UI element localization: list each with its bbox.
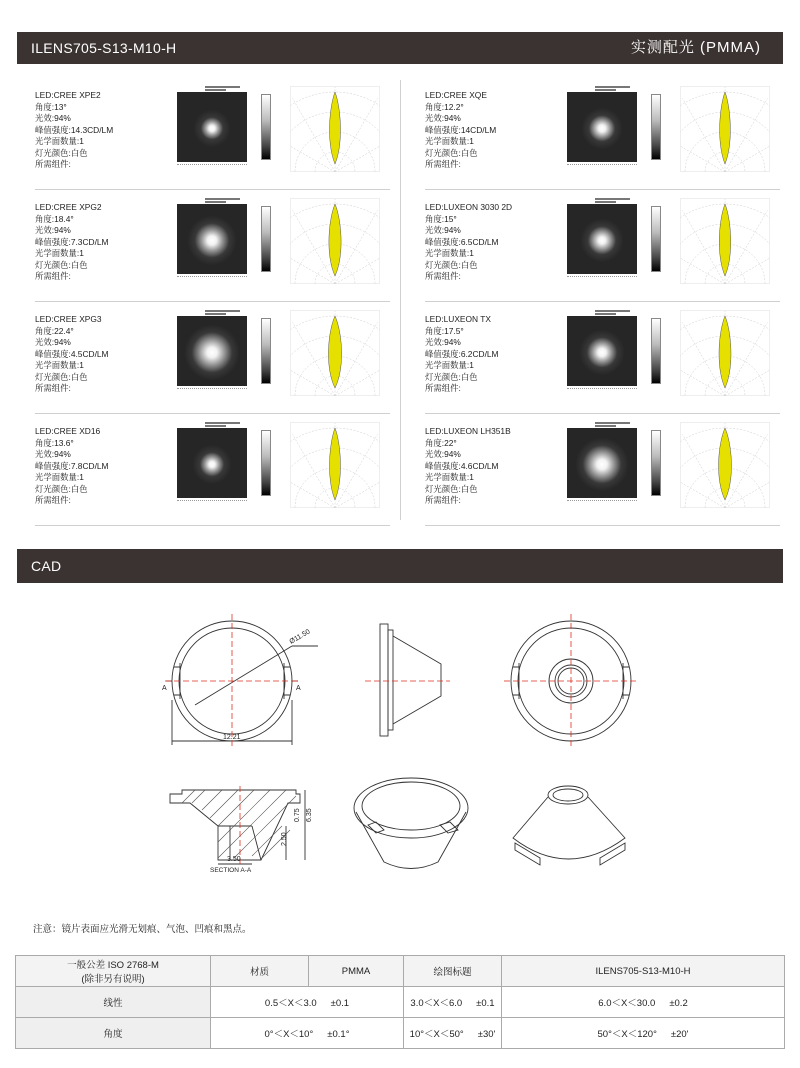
- polar-distribution-plot: [680, 86, 770, 172]
- material-value: PMMA: [309, 956, 404, 987]
- polar-spoke: [290, 130, 335, 173]
- spec-parts: 所需组件:: [35, 383, 71, 393]
- spec-peak: 峰值强度:14CD/LM: [425, 124, 497, 135]
- dim-width: 12.21: [223, 734, 241, 741]
- model-title: ILENS705-S13-M10-H: [31, 40, 177, 56]
- spec-efficiency: 光效:94%: [425, 449, 461, 459]
- polar-spoke: [725, 354, 770, 397]
- color-scale-bar: [261, 430, 271, 496]
- heatmap-axis: [177, 500, 247, 503]
- range-text: 0.5＜X＜3.0: [264, 998, 317, 1009]
- linear-label: 线性: [16, 987, 211, 1018]
- beam-profile: [720, 92, 731, 164]
- polar-spoke: [290, 466, 335, 509]
- illuminance-heatmap: [177, 316, 247, 386]
- angle-label: 角度: [16, 1018, 211, 1049]
- polar-spoke: [725, 466, 770, 509]
- general-tolerance-sub: (除非另有说明): [81, 974, 145, 985]
- spec-angle: 角度:12.2°: [425, 101, 464, 112]
- spec-parts: 所需组件:: [35, 159, 71, 169]
- spec-peak: 峰值强度:7.3CD/LM: [35, 236, 109, 247]
- spec-efficiency: 光效:94%: [425, 225, 461, 235]
- tolerance-text: ±0.1: [330, 998, 350, 1009]
- polar-spoke: [683, 210, 726, 284]
- spec-list: [35, 90, 113, 171]
- table-row: [16, 987, 785, 1018]
- cad-drawings: [0, 596, 800, 896]
- spec-led: LED:LUXEON TX: [425, 314, 491, 324]
- drawing-label: 绘图标题: [404, 956, 502, 987]
- linear-cell-2: [404, 987, 502, 1018]
- polar-spoke: [293, 98, 336, 172]
- spec-angle: 角度:13.6°: [35, 437, 74, 448]
- spec-parts: 所需组件:: [35, 271, 71, 281]
- spec-parts: 所需组件:: [425, 383, 461, 393]
- polar-spoke: [680, 466, 725, 509]
- spec-peak: 峰值强度:4.5CD/LM: [35, 348, 109, 359]
- polar-spoke: [335, 466, 380, 509]
- polar-spoke: [725, 242, 770, 285]
- photometry-cell: [35, 416, 390, 526]
- spec-parts: 所需组件:: [35, 495, 71, 505]
- color-scale-bar: [651, 206, 661, 272]
- heatmap-title: [205, 86, 240, 89]
- heatmap-axis: [177, 164, 247, 167]
- tolerance-text: ±0.1: [476, 998, 495, 1009]
- color-scale-bar: [261, 94, 271, 160]
- polar-spoke: [335, 354, 380, 397]
- table-row: [16, 956, 785, 987]
- spec-color: 灯光颜色:白色: [35, 259, 88, 270]
- illuminance-heatmap: [567, 428, 637, 498]
- column-divider: [400, 80, 401, 520]
- polar-distribution-plot: [290, 198, 380, 284]
- polar-spoke: [335, 130, 380, 173]
- spec-list: [35, 202, 109, 283]
- spec-color: 灯光颜色:白色: [425, 371, 478, 382]
- range-text: 10°＜X＜50°: [409, 1029, 464, 1040]
- spec-efficiency: 光效:94%: [35, 449, 71, 459]
- photometry-cell: [425, 192, 780, 302]
- spec-optics: 光学面数量:1: [35, 136, 84, 146]
- cad-bar: [17, 549, 783, 583]
- section-marker-left: A: [162, 685, 167, 692]
- polar-spoke: [725, 130, 770, 173]
- photometry-cell: [35, 192, 390, 302]
- polar-distribution-plot: [290, 86, 380, 172]
- polar-distribution-plot: [290, 310, 380, 396]
- spec-led: LED:CREE XPG2: [35, 202, 102, 212]
- spec-optics: 光学面数量:1: [425, 472, 474, 482]
- tolerance-text: ±30': [477, 1029, 496, 1040]
- spec-list: [425, 90, 496, 171]
- range-text: 3.0＜X＜6.0: [410, 998, 463, 1009]
- spec-angle: 角度:13°: [35, 101, 67, 112]
- iso-view-bottom-drawing: [513, 786, 625, 865]
- spec-efficiency: 光效:94%: [35, 113, 71, 123]
- spec-efficiency: 光效:94%: [35, 225, 71, 235]
- heatmap-title: [595, 86, 630, 89]
- dim-635: 6.35: [306, 808, 313, 822]
- illuminance-heatmap: [567, 92, 637, 162]
- general-tolerance: 一般公差 ISO 2768-M: [67, 960, 159, 971]
- spec-angle: 角度:22.4°: [35, 325, 74, 336]
- photometry-cell: [425, 416, 780, 526]
- range-text: 6.0＜X＜30.0: [598, 998, 656, 1009]
- color-scale-bar: [261, 318, 271, 384]
- spec-optics: 光学面数量:1: [35, 360, 84, 370]
- linear-cell-3: [502, 987, 785, 1018]
- spec-color: 灯光颜色:白色: [425, 147, 478, 158]
- spec-peak: 峰值强度:7.8CD/LM: [35, 460, 109, 471]
- spec-led: LED:CREE XQE: [425, 90, 487, 100]
- polar-spoke: [335, 434, 378, 508]
- spec-parts: 所需组件:: [425, 495, 461, 505]
- polar-spoke: [335, 98, 378, 172]
- angle-cell-1: [211, 1018, 404, 1049]
- polar-spoke: [725, 210, 768, 284]
- heatmap-title: [595, 310, 630, 313]
- spec-led: LED:LUXEON LH351B: [425, 426, 511, 436]
- illuminance-heatmap: [177, 428, 247, 498]
- polar-spoke: [680, 242, 725, 285]
- polar-spoke: [290, 354, 335, 397]
- beam-profile: [328, 316, 341, 388]
- spec-led: LED:CREE XPG3: [35, 314, 102, 324]
- spec-list: [425, 426, 511, 507]
- polar-distribution-plot: [290, 422, 380, 508]
- surface-note: 注意：镜片表面应光滑无划痕、气泡、凹痕和黑点。: [33, 924, 252, 935]
- illuminance-heatmap: [177, 92, 247, 162]
- beam-profile: [330, 92, 341, 164]
- beam-profile: [719, 316, 731, 388]
- polar-spoke: [725, 98, 768, 172]
- illuminance-heatmap: [177, 204, 247, 274]
- beam-profile: [719, 428, 732, 500]
- spec-optics: 光学面数量:1: [425, 248, 474, 258]
- polar-spoke: [335, 242, 380, 285]
- spec-optics: 光学面数量:1: [35, 472, 84, 482]
- spec-peak: 峰值强度:4.6CD/LM: [425, 460, 499, 471]
- spec-angle: 角度:17.5°: [425, 325, 464, 336]
- spec-efficiency: 光效:94%: [425, 113, 461, 123]
- linear-cell-1: [211, 987, 404, 1018]
- color-scale-bar: [261, 206, 271, 272]
- spec-optics: 光学面数量:1: [425, 136, 474, 146]
- polar-spoke: [290, 242, 335, 285]
- general-tolerance-cell: [16, 956, 211, 987]
- dim-075: 0.75: [294, 808, 301, 822]
- polar-spoke: [683, 322, 726, 396]
- dim-250: 2.50: [281, 832, 288, 846]
- color-scale-bar: [651, 430, 661, 496]
- range-text: 50°＜X＜120°: [597, 1029, 657, 1040]
- dim-350: 3.50: [227, 856, 241, 863]
- spec-angle: 角度:15°: [425, 213, 457, 224]
- illuminance-heatmap: [567, 316, 637, 386]
- heatmap-axis: [567, 500, 637, 503]
- section-marker-right: A: [296, 685, 301, 692]
- spec-color: 灯光颜色:白色: [35, 147, 88, 158]
- spec-color: 灯光颜色:白色: [425, 483, 478, 494]
- heatmap-axis: [567, 388, 637, 391]
- photometry-cell: [425, 80, 780, 190]
- color-scale-bar: [651, 318, 661, 384]
- heatmap-axis: [177, 276, 247, 279]
- polar-distribution-plot: [680, 422, 770, 508]
- spec-led: LED:CREE XD16: [35, 426, 101, 436]
- spec-efficiency: 光效:94%: [35, 337, 71, 347]
- spec-list: [35, 314, 109, 395]
- heatmap-title: [205, 310, 240, 313]
- tolerance-table: [15, 955, 785, 1049]
- tolerance-text: ±0.2: [669, 998, 688, 1009]
- table-row: [16, 1018, 785, 1049]
- spec-angle: 角度:18.4°: [35, 213, 74, 224]
- heatmap-axis: [567, 276, 637, 279]
- spec-peak: 峰值强度:14.3CD/LM: [35, 124, 114, 135]
- spec-color: 灯光颜色:白色: [425, 259, 478, 270]
- spec-led: LED:LUXEON 3030 2D: [425, 202, 513, 212]
- polar-distribution-plot: [680, 198, 770, 284]
- angle-cell-2: [404, 1018, 502, 1049]
- tolerance-text: ±20': [670, 1029, 689, 1040]
- cad-title: CAD: [31, 558, 62, 574]
- heatmap-title: [595, 198, 630, 201]
- spec-color: 灯光颜色:白色: [35, 371, 88, 382]
- tolerance-text: ±0.1°: [327, 1029, 350, 1040]
- photometry-cell: [35, 80, 390, 190]
- heatmap-title: [205, 198, 240, 201]
- angle-cell-3: [502, 1018, 785, 1049]
- heatmap-axis: [177, 388, 247, 391]
- spec-peak: 峰值强度:6.5CD/LM: [425, 236, 499, 247]
- photometry-cell: [425, 304, 780, 414]
- spec-parts: 所需组件:: [425, 271, 461, 281]
- spec-color: 灯光颜色:白色: [35, 483, 88, 494]
- spec-optics: 光学面数量:1: [425, 360, 474, 370]
- spec-peak: 峰值强度:6.2CD/LM: [425, 348, 499, 359]
- header-bar: [17, 32, 783, 64]
- polar-spoke: [293, 210, 336, 284]
- polar-spoke: [683, 98, 726, 172]
- section-label: SECTION A-A: [210, 867, 252, 874]
- spec-optics: 光学面数量:1: [35, 248, 84, 258]
- illuminance-heatmap: [567, 204, 637, 274]
- beam-profile: [719, 204, 730, 276]
- polar-spoke: [680, 354, 725, 397]
- spec-efficiency: 光效:94%: [425, 337, 461, 347]
- section-view-drawing: [170, 790, 305, 864]
- spec-list: [425, 202, 512, 283]
- photometry-cell: [35, 304, 390, 414]
- side-view-drawing: [380, 624, 441, 736]
- section-title: 实测配光 (PMMA): [630, 39, 761, 56]
- heatmap-title: [595, 422, 630, 425]
- spec-list: [425, 314, 499, 395]
- polar-distribution-plot: [680, 310, 770, 396]
- spec-parts: 所需组件:: [425, 159, 461, 169]
- range-text: 0°＜X＜10°: [264, 1029, 314, 1040]
- heatmap-axis: [567, 164, 637, 167]
- material-label: 材质: [211, 956, 309, 987]
- beam-profile: [329, 204, 341, 276]
- spec-list: [35, 426, 109, 507]
- dim-diameter: Ø11.50: [288, 628, 312, 646]
- beam-profile: [330, 428, 341, 500]
- polar-spoke: [293, 434, 336, 508]
- drawing-value: ILENS705-S13-M10-H: [502, 956, 785, 987]
- polar-spoke: [335, 210, 378, 284]
- spec-angle: 角度:22°: [425, 437, 457, 448]
- spec-led: LED:CREE XPE2: [35, 90, 101, 100]
- polar-spoke: [680, 130, 725, 173]
- polar-spoke: [725, 322, 768, 396]
- iso-view-top-drawing: [354, 778, 468, 869]
- color-scale-bar: [651, 94, 661, 160]
- heatmap-title: [205, 422, 240, 425]
